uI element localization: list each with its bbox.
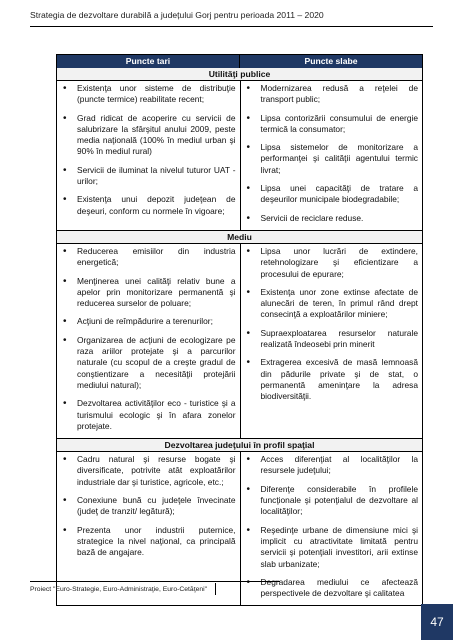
strengths-column — [57, 452, 240, 605]
strengths-column — [57, 81, 240, 230]
strengths-list — [57, 452, 240, 564]
bullet-item: • Lipsa unei capacităţi de tratare a deşeurilor municipale biodegradabile; — [245, 183, 419, 206]
bullet-item: • Lipsa contorizării consumului de energie termică la consumator; — [245, 113, 419, 136]
bullet-item: • Existenţa unui depozit judeţean de deşeuri, conform cu normele în vigoare; — [61, 194, 236, 217]
bullet-item: • Existenţa unor sisteme de distribuţie (puncte termice) reabilitate recent; — [61, 83, 236, 106]
bullet-item: • Reducerea emisiilor din industria energetică; — [61, 246, 236, 269]
bullet-item: • Dezvoltarea activităţilor eco - turistice şi a turismului ecologic şi în afara zonelor protejate. — [61, 398, 236, 432]
bullet-item: • Cadru natural şi resurse bogate şi diversificate, potrivite atât exploatărilor industriale dar şi turistice, agricole, etc.; — [61, 454, 236, 488]
strengths-column — [57, 244, 240, 438]
section-utilities — [57, 80, 422, 230]
section-title-spatial: Dezvoltarea judeţului în profil spaţial — [57, 438, 422, 451]
bullet-item: • Prezenta unor industrii puternice, strategice la nivel naţional, ca principală bază de angajare. — [61, 525, 236, 559]
bullet-item: • Reşedinţe urbane de dimensiune mici şi implicit cu atractivitate limitată pentru servicii şi potenţiali investitori, arii extinse slab urbanizate; — [245, 525, 419, 570]
bullet-item: • Conexiune bună cu judeţele învecinate (judeţ de tranzit/ legătură); — [61, 495, 236, 518]
column-header-weaknesses: Puncte slabe — [239, 55, 422, 68]
section-title-environment: Mediu — [57, 230, 422, 243]
bullet-item: • Degradarea mediului ce afectează perspectivele de dezvoltare şi calitatea — [245, 577, 419, 600]
bullet-item: • Acces diferenţiat al localităţilor la resursele judeţului; — [245, 454, 419, 477]
bullet-item: • Lipsa sistemelor de monitorizare a performanţei şi calităţii agentului termic livrat; — [245, 142, 419, 176]
strengths-list — [57, 81, 240, 223]
weaknesses-list — [241, 244, 423, 409]
bullet-item: • Diferenţe considerabile în profilele funcţionale şi potenţialul de dezvoltare al localităţilor; — [245, 484, 419, 518]
bullet-item: • Grad ridicat de acoperire cu servicii de salubrizare la sfârşitul anului 2009, peste media naţională (100% în mediul urban şi 90% în mediul rural) — [61, 113, 236, 158]
bullet-item: • Menţinerea unei calităţi relativ bune a apelor prin monitorizare permanentă şi reducerea surselor de poluare; — [61, 276, 236, 310]
bullet-item: • Servicii de reciclare reduse. — [245, 213, 419, 224]
bullet-item: • Existenţa unor zone extinse afectate de alunecări de teren, în primul rând drept consecinţă a exploatărilor miniere; — [245, 287, 419, 321]
bullet-item: • Lipsa unor lucrări de extindere, retehnologizare şi eficientizare a procesului de epurare; — [245, 246, 419, 280]
page-footer: Proiect "Euro-Strategie, Euro-Administraţie, Euro-Cetăţeni" — [30, 586, 208, 593]
header-rule — [30, 26, 433, 27]
strengths-list — [57, 244, 240, 438]
footer-divider — [215, 583, 216, 595]
bullet-item: • Organizarea de acţiuni de ecologizare pe raza ariilor protejate şi a parcurilor naturale (cu scopul de a creşte gradul de conştientizare a necesităţii protejării mediului natural); — [61, 335, 236, 391]
swot-table — [56, 54, 423, 606]
weaknesses-column — [240, 452, 423, 605]
table-header-row — [57, 55, 422, 68]
section-spatial — [57, 451, 422, 605]
column-header-strengths: Puncte tari — [125, 56, 171, 66]
page-header: Strategia de dezvoltare durabilă a județului Gorj pentru perioada 2011 – 2020 — [30, 10, 324, 20]
bullet-item: • Supraexploatarea resurselor naturale realizată îndeosebi prin minerit — [245, 328, 419, 351]
weaknesses-list — [241, 81, 423, 230]
bullet-item: • Extragerea excesivă de masă lemnoasă din pădurile private şi de stat, o permanentă ameninţare la adresa biodiversităţii. — [245, 357, 419, 402]
bullet-item: • Acţiuni de reîmpădurire a terenurilor; — [61, 316, 236, 327]
section-title-utilities: Utilităţi publice — [57, 68, 422, 80]
bullet-item: • Modernizarea redusă a reţelei de transport public; — [245, 83, 419, 106]
page-number: 47 — [421, 604, 453, 640]
footer-rule — [30, 581, 280, 582]
weaknesses-column — [240, 81, 423, 230]
bullet-item: • Servicii de iluminat la nivelul tuturor UAT - urilor; — [61, 165, 236, 188]
section-environment — [57, 243, 422, 438]
weaknesses-column — [240, 244, 423, 438]
weaknesses-list — [241, 452, 423, 605]
